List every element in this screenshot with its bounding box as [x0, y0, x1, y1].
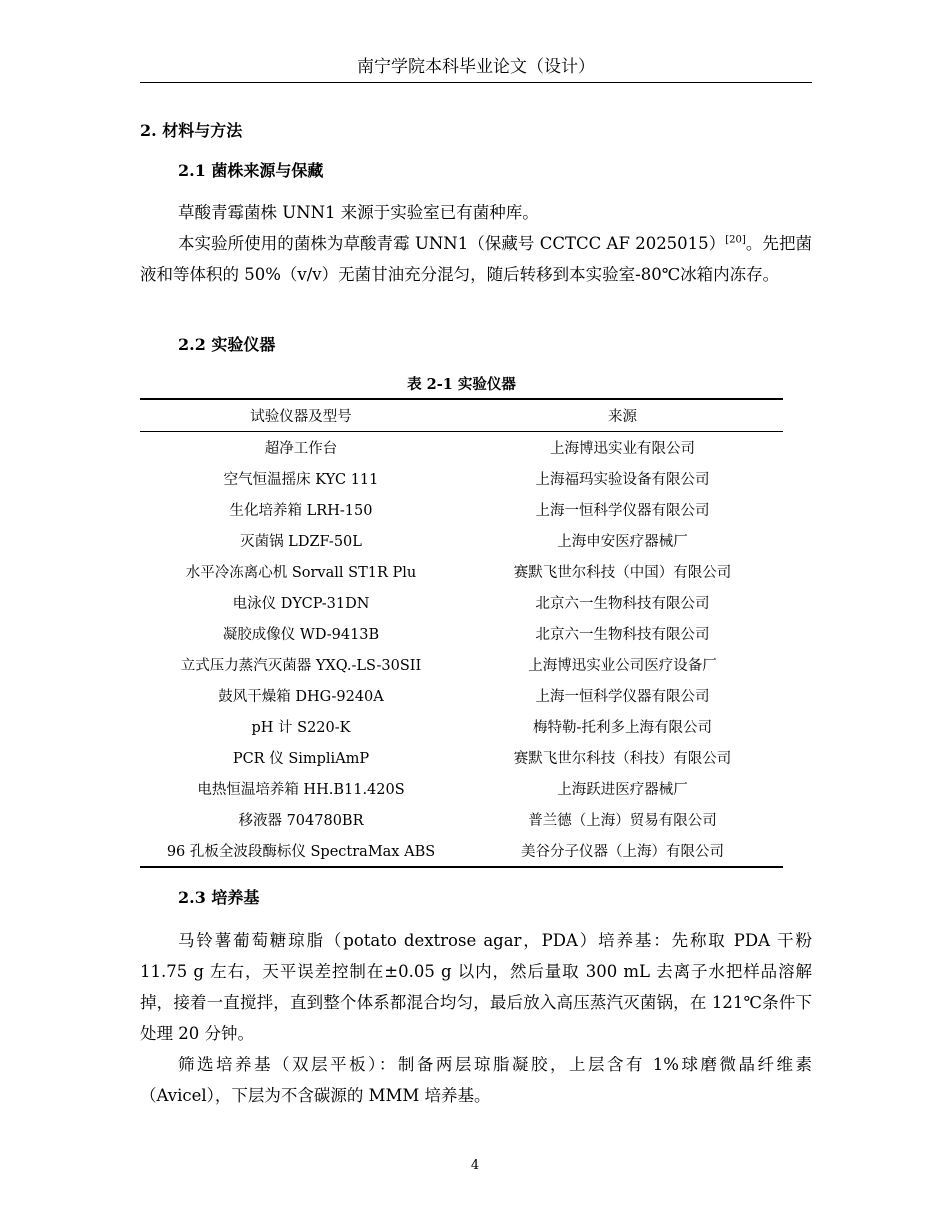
paragraph-text: 本实验所使用的菌株为草酸青霉 UNN1（保藏号 CCTCC AF 2025015） [178, 234, 726, 253]
table-row [140, 773, 783, 804]
cell-source: 梅特勒-托利多上海有限公司 [533, 720, 712, 736]
cell-instrument: 超净工作台 [264, 441, 338, 457]
cell-instrument: 移液器 704780BR [238, 813, 364, 829]
subsection-heading-strain: 2.1 菌株来源与保藏 [178, 161, 324, 180]
cell-source: 普兰德（上海）贸易有限公司 [528, 813, 717, 829]
cell-instrument: PCR 仪 SimpliAmP [232, 751, 370, 767]
subsection-heading-media: 2.3 培养基 [178, 888, 260, 907]
table-row [140, 463, 783, 494]
cell-source: 上海一恒科学仪器有限公司 [535, 503, 710, 519]
cell-instrument: 灭菌锅 LDZF-50L [240, 534, 362, 550]
cell-instrument: 水平冷冻离心机 Sorvall ST1R Plu [185, 565, 417, 581]
cell-source: 上海一恒科学仪器有限公司 [535, 689, 710, 705]
page-number: 4 [470, 1158, 480, 1173]
page-header: 南宁学院本科毕业论文（设计） [140, 54, 812, 83]
cell-source: 美谷分子仪器（上海）有限公司 [462, 835, 783, 867]
paragraph-strain-source [140, 197, 812, 228]
paragraph-text: 草酸青霉菌株 UNN1 来源于实验室已有菌种库。 [178, 203, 539, 222]
subsection-heading-instruments: 2.2 实验仪器 [178, 335, 276, 354]
table-row [140, 649, 783, 680]
table-header-row [140, 399, 783, 432]
cell-instrument: 电热恒温培养箱 HH.B11.420S [197, 782, 405, 798]
paragraph-pda-medium: 马铃薯葡萄糖琼脂（potato dextrose agar，PDA）培养基：先称取 PDA 干粉 11.75 g 左右，天平误差控制在±0.05 g 以内，然后量取 300 mL 去离子水把样品溶解掉，接着一直搅拌，直到整个体系都混合均匀，最后放入高压蒸汽灭菌锅，在 121℃条件下处理 20 分钟。 [140, 931, 812, 1043]
paragraph-strain-preservation [140, 228, 812, 290]
cell-source: 上海福玛实验设备有限公司 [535, 472, 710, 488]
table-row [140, 525, 783, 556]
paragraph-screening-medium: 筛选培养基（双层平板）：制备两层琼脂凝胶，上层含有 1%球磨微晶纤维素（Avicel），下层为不含碳源的 MMM 培养基。 [140, 1055, 812, 1105]
table-row [140, 680, 783, 711]
cell-source: 赛默飞世尔科技（中国）有限公司 [513, 565, 732, 581]
instrument-table [140, 398, 783, 868]
cell-source: 赛默飞世尔科技（科技）有限公司 [513, 751, 732, 767]
table-caption: 表 2-1 实验仪器 [407, 376, 516, 393]
table-row [140, 804, 783, 835]
cell-source: 北京六一生物科技有限公司 [535, 596, 710, 612]
section-heading-materials-methods: 2. 材料与方法 [140, 121, 243, 140]
cell-instrument: 凝胶成像仪 WD-9413B [222, 627, 380, 643]
paragraph-text: 。先把菌液和等体积的 50%（v/v）无菌甘油充分混匀，随后转移到本实验室-80℃冰箱内冻存。 [140, 234, 812, 284]
table-body [140, 432, 783, 868]
cell-source: 上海博迅实业公司医疗设备厂 [528, 658, 717, 674]
cell-instrument: 鼓风干燥箱 DHG-9240A [218, 689, 384, 705]
cell-instrument: pH 计 S220-K [251, 720, 351, 736]
cell-instrument: 空气恒温摇床 KYC 111 [223, 472, 379, 488]
cell-source: 上海申安医疗器械厂 [557, 534, 688, 550]
table-row [140, 432, 783, 464]
cell-source: 上海博迅实业有限公司 [550, 441, 695, 457]
table-row [140, 618, 783, 649]
table-row [140, 494, 783, 525]
cell-instrument: 电泳仪 DYCP-31DN [232, 596, 370, 612]
citation-ref: [20] [725, 234, 746, 246]
cell-instrument: 生化培养箱 LRH-150 [229, 503, 373, 519]
table-row [140, 835, 783, 867]
column-header-source: 来源 [462, 399, 783, 432]
table-row [140, 587, 783, 618]
table-row [140, 711, 783, 742]
cell-source: 上海跃进医疗器械厂 [557, 782, 688, 798]
table-row [140, 742, 783, 773]
table-row [140, 556, 783, 587]
column-header-instrument: 试验仪器及型号 [140, 399, 462, 432]
cell-source: 北京六一生物科技有限公司 [535, 627, 710, 643]
cell-instrument: 96 孔板全波段酶标仪 SpectraMax ABS [140, 835, 462, 867]
cell-instrument: 立式压力蒸汽灭菌器 YXQ.-LS-30SII [180, 658, 422, 674]
